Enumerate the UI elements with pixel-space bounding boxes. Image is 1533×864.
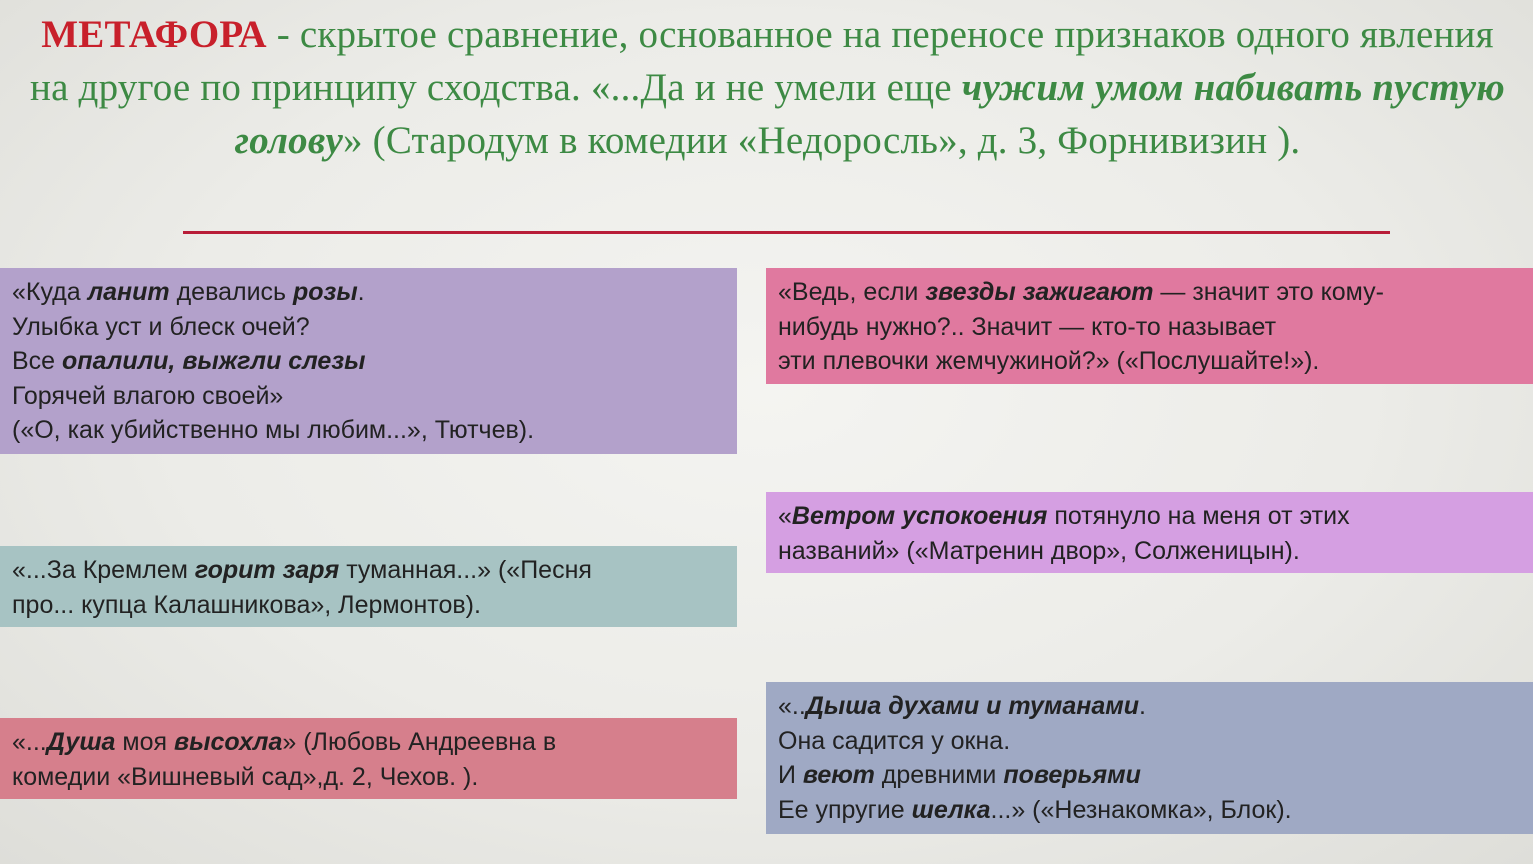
text-fragment: Ее упругие [778, 795, 912, 824]
definition-heading [20, 8, 1515, 167]
text-fragment: . [1139, 692, 1146, 720]
text-fragment: «... [12, 728, 47, 756]
title-divider [183, 231, 1390, 234]
text-fragment: . [357, 278, 365, 306]
text-fragment: Все [12, 347, 63, 375]
example-line [778, 275, 1523, 310]
example-line: Она садится у окна. [778, 726, 1011, 755]
example-box-blok [766, 682, 1533, 834]
example-line: нибудь нужно?.. Значит — кто-то называет [778, 312, 1277, 341]
example-line [12, 344, 727, 379]
metaphor-highlight: розы [293, 278, 358, 306]
example-line: Горячей влагою своей» [12, 381, 284, 410]
text-fragment: древними [874, 761, 1004, 789]
example-line [12, 553, 727, 588]
example-line [12, 725, 727, 760]
text-fragment: « [778, 502, 792, 530]
example-box-mayakovsky [766, 268, 1533, 384]
example-line [778, 499, 1523, 534]
example-box-chekhov [0, 718, 737, 799]
example-line: («О, как убийственно мы любим...», Тютчев). [12, 416, 535, 444]
example-line [778, 689, 1523, 724]
example-line [12, 275, 727, 310]
text-fragment: туманная...» («Песня [339, 556, 592, 584]
text-fragment: — значит это кому- [1153, 278, 1384, 306]
example-line: про... купца Калашникова», Лермонтов). [12, 590, 481, 619]
text-fragment: девались [169, 278, 294, 306]
metaphor-highlight: опалили, выжгли слезы [62, 347, 366, 375]
example-line: комедии «Вишневый сад»,д. 2, Чехов. ). [12, 762, 479, 791]
example-line [778, 758, 1523, 793]
metaphor-highlight: шелка [911, 795, 991, 824]
definition-quote-highlight: чужим умом набивать пустую голову [234, 66, 1505, 162]
metaphor-highlight: веют [802, 761, 875, 789]
example-box-tyutchev [0, 268, 737, 454]
example-line [778, 793, 1523, 828]
metaphor-highlight: ланит [87, 278, 170, 306]
text-fragment: И [778, 761, 803, 789]
text-fragment: «.. [778, 692, 806, 720]
example-line: названий» («Матренин двор», Солженицын). [778, 536, 1300, 565]
metaphor-highlight: высохла [174, 728, 283, 756]
text-fragment: потянуло на меня от этих [1047, 502, 1350, 530]
text-fragment: «Ведь, если [778, 278, 926, 306]
definition-text: - скрытое сравнение, основанное на переносе признаков одного явления на другое по принципу сходства. «...Да и не умели еще [30, 13, 1494, 109]
example-box-lermontov [0, 546, 737, 627]
text-fragment: » (Любовь Андреевна в [282, 728, 557, 756]
example-line: эти плевочки жемчужиной?» («Послушайте!»). [778, 347, 1320, 375]
metaphor-highlight: Душа [46, 728, 116, 756]
metaphor-highlight: Дыша духами и туманами [805, 692, 1140, 720]
definition-source: » (Стародум в комедии «Недоросль», д. 3, Форнивизин ). [343, 119, 1301, 162]
metaphor-highlight: горит заря [194, 556, 340, 584]
metaphor-highlight: Ветром успокоения [791, 502, 1048, 530]
metaphor-highlight: поверьями [1003, 761, 1141, 789]
example-line: Улыбка уст и блеск очей? [12, 312, 310, 341]
text-fragment: «Куда [12, 278, 88, 306]
text-fragment: моя [115, 728, 174, 756]
term-title: МЕТАФОРА [41, 13, 267, 56]
text-fragment: ...» («Незнакомка», Блок). [990, 795, 1292, 824]
example-box-solzhenitsyn [766, 492, 1533, 573]
text-fragment: «...За Кремлем [12, 556, 195, 584]
metaphor-highlight: звезды зажигают [925, 278, 1154, 306]
